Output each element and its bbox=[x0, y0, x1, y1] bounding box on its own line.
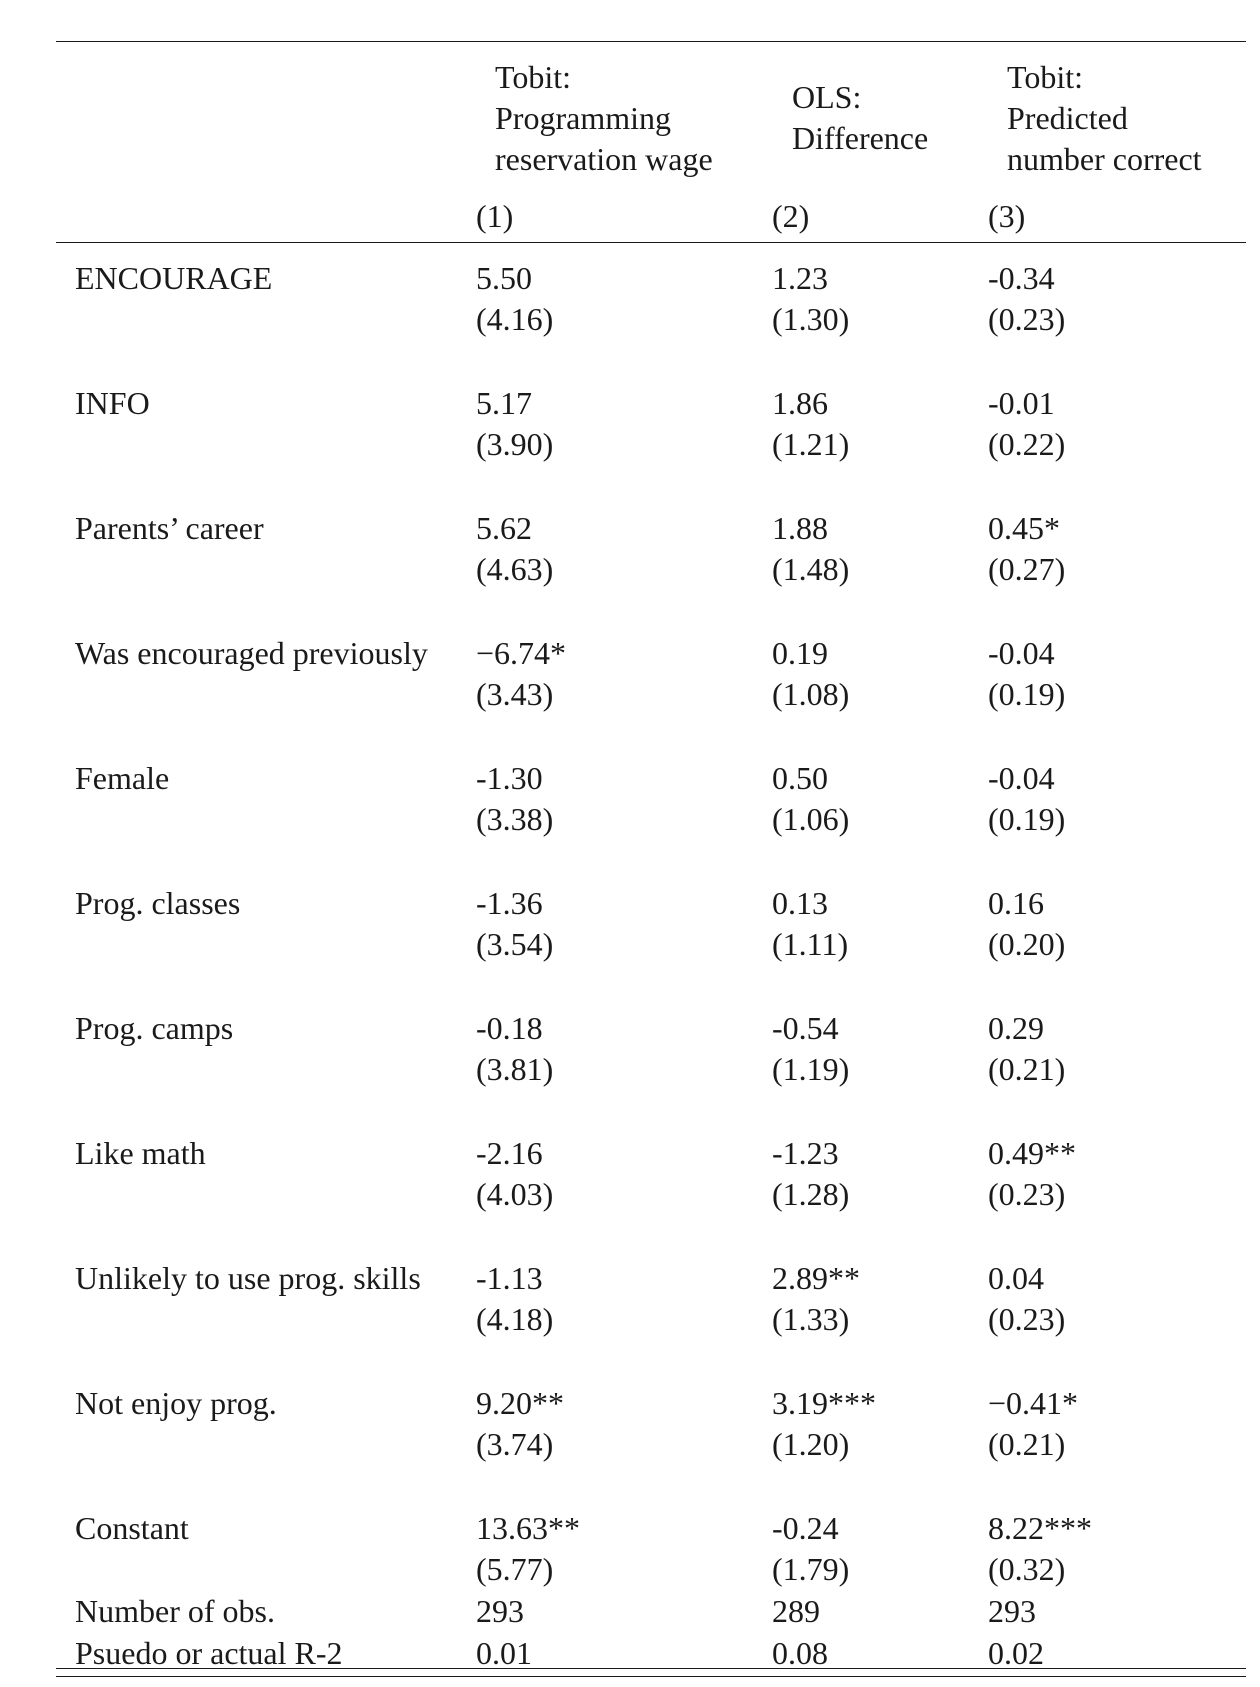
col1-title-line-2: Programming bbox=[495, 100, 671, 136]
std-error-cell: (4.18) bbox=[476, 1301, 554, 1337]
std-error-cell: (1.06) bbox=[772, 801, 850, 837]
coefficient-cell: 0.19 bbox=[772, 635, 828, 671]
coefficient-cell: -1.36 bbox=[476, 885, 543, 921]
row-label: Was encouraged previously bbox=[75, 635, 428, 671]
row-label: ENCOURAGE bbox=[75, 260, 273, 296]
stat-label: Number of obs. bbox=[75, 1593, 275, 1629]
coefficient-cell: 5.17 bbox=[476, 385, 532, 421]
std-error-cell: (0.23) bbox=[988, 1176, 1066, 1212]
stat-value: 293 bbox=[988, 1593, 1036, 1629]
coefficient-cell: -0.54 bbox=[772, 1010, 839, 1046]
std-error-cell: (0.19) bbox=[988, 801, 1066, 837]
std-error-cell: (3.74) bbox=[476, 1426, 554, 1462]
col1-number: (1) bbox=[476, 198, 514, 234]
coefficient-cell: 0.50 bbox=[772, 760, 828, 796]
std-error-cell: (4.03) bbox=[476, 1176, 554, 1212]
coefficient-cell: 0.45* bbox=[988, 510, 1060, 546]
bottom-rule-2 bbox=[56, 1676, 1246, 1677]
std-error-cell: (1.33) bbox=[772, 1301, 850, 1337]
coefficient-cell: 13.63** bbox=[476, 1510, 580, 1546]
col1-title-line-1: Tobit: bbox=[495, 59, 571, 95]
stat-label: Psuedo or actual R-2 bbox=[75, 1635, 343, 1671]
stat-value: 0.08 bbox=[772, 1635, 828, 1671]
std-error-cell: (3.54) bbox=[476, 926, 554, 962]
coefficient-cell: −0.41* bbox=[988, 1385, 1079, 1421]
coefficient-cell: 0.29 bbox=[988, 1010, 1044, 1046]
coefficient-cell: 3.19*** bbox=[772, 1385, 876, 1421]
coefficient-cell: 5.50 bbox=[476, 260, 532, 296]
std-error-cell: (0.23) bbox=[988, 1301, 1066, 1337]
coefficient-cell: -2.16 bbox=[476, 1135, 543, 1171]
coefficient-cell: -0.24 bbox=[772, 1510, 839, 1546]
coefficient-cell: 1.23 bbox=[772, 260, 828, 296]
coefficient-cell: 0.13 bbox=[772, 885, 828, 921]
std-error-cell: (3.43) bbox=[476, 676, 554, 712]
col3-number: (3) bbox=[988, 198, 1026, 234]
std-error-cell: (1.30) bbox=[772, 301, 850, 337]
coefficient-cell: -0.04 bbox=[988, 760, 1055, 796]
row-label: Parents’ career bbox=[75, 510, 264, 546]
col1-header-title bbox=[495, 57, 713, 180]
std-error-cell: (1.19) bbox=[772, 1051, 850, 1087]
row-label: Not enjoy prog. bbox=[75, 1385, 277, 1421]
std-error-cell: (3.90) bbox=[476, 426, 554, 462]
coefficient-cell: 0.49** bbox=[988, 1135, 1076, 1171]
row-label: Prog. camps bbox=[75, 1010, 234, 1046]
coefficient-cell: -0.34 bbox=[988, 260, 1055, 296]
coefficient-cell: 0.16 bbox=[988, 885, 1044, 921]
coefficient-cell: 2.89** bbox=[772, 1260, 860, 1296]
stat-value: 0.02 bbox=[988, 1635, 1044, 1671]
row-label: Constant bbox=[75, 1510, 189, 1546]
col2-header-title bbox=[792, 77, 928, 159]
coefficient-cell: -1.30 bbox=[476, 760, 543, 796]
std-error-cell: (1.48) bbox=[772, 551, 850, 587]
std-error-cell: (4.16) bbox=[476, 301, 554, 337]
coefficient-cell: 0.04 bbox=[988, 1260, 1044, 1296]
std-error-cell: (5.77) bbox=[476, 1551, 554, 1587]
std-error-cell: (0.21) bbox=[988, 1426, 1066, 1462]
coefficient-cell: -0.04 bbox=[988, 635, 1055, 671]
col2-number: (2) bbox=[772, 198, 810, 234]
row-label: INFO bbox=[75, 385, 150, 421]
stat-value: 0.01 bbox=[476, 1635, 532, 1671]
std-error-cell: (1.20) bbox=[772, 1426, 850, 1462]
stat-value: 293 bbox=[476, 1593, 524, 1629]
header-rule bbox=[56, 242, 1246, 243]
col2-title-line-1: OLS: bbox=[792, 79, 862, 115]
coefficient-cell: −6.74* bbox=[476, 635, 567, 671]
coefficient-cell: 5.62 bbox=[476, 510, 532, 546]
top-rule bbox=[56, 41, 1246, 42]
row-label: Unlikely to use prog. skills bbox=[75, 1260, 421, 1296]
row-label: Prog. classes bbox=[75, 885, 241, 921]
std-error-cell: (4.63) bbox=[476, 551, 554, 587]
coefficient-cell: 8.22*** bbox=[988, 1510, 1092, 1546]
std-error-cell: (0.21) bbox=[988, 1051, 1066, 1087]
std-error-cell: (1.11) bbox=[772, 926, 849, 962]
col3-title-line-3: number correct bbox=[1007, 141, 1202, 177]
col2-title-line-2: Difference bbox=[792, 120, 929, 156]
col3-title-line-1: Tobit: bbox=[1007, 59, 1083, 95]
std-error-cell: (0.32) bbox=[988, 1551, 1066, 1587]
col1-title-line-3: reservation wage bbox=[495, 141, 713, 177]
std-error-cell: (0.19) bbox=[988, 676, 1066, 712]
stat-value: 289 bbox=[772, 1593, 820, 1629]
row-label: Female bbox=[75, 760, 170, 796]
std-error-cell: (1.21) bbox=[772, 426, 850, 462]
coefficient-cell: 9.20** bbox=[476, 1385, 564, 1421]
col3-title-line-2: Predicted bbox=[1007, 100, 1128, 136]
col3-header-title bbox=[1007, 57, 1202, 180]
std-error-cell: (3.81) bbox=[476, 1051, 554, 1087]
coefficient-cell: 1.88 bbox=[772, 510, 828, 546]
coefficient-cell: -0.01 bbox=[988, 385, 1055, 421]
row-label: Like math bbox=[75, 1135, 206, 1171]
std-error-cell: (1.28) bbox=[772, 1176, 850, 1212]
coefficient-cell: 1.86 bbox=[772, 385, 828, 421]
std-error-cell: (3.38) bbox=[476, 801, 554, 837]
std-error-cell: (0.20) bbox=[988, 926, 1066, 962]
std-error-cell: (0.23) bbox=[988, 301, 1066, 337]
std-error-cell: (1.08) bbox=[772, 676, 850, 712]
coefficient-cell: -1.23 bbox=[772, 1135, 839, 1171]
std-error-cell: (1.79) bbox=[772, 1551, 850, 1587]
coefficient-cell: -0.18 bbox=[476, 1010, 543, 1046]
std-error-cell: (0.22) bbox=[988, 426, 1066, 462]
coefficient-cell: -1.13 bbox=[476, 1260, 543, 1296]
std-error-cell: (0.27) bbox=[988, 551, 1066, 587]
